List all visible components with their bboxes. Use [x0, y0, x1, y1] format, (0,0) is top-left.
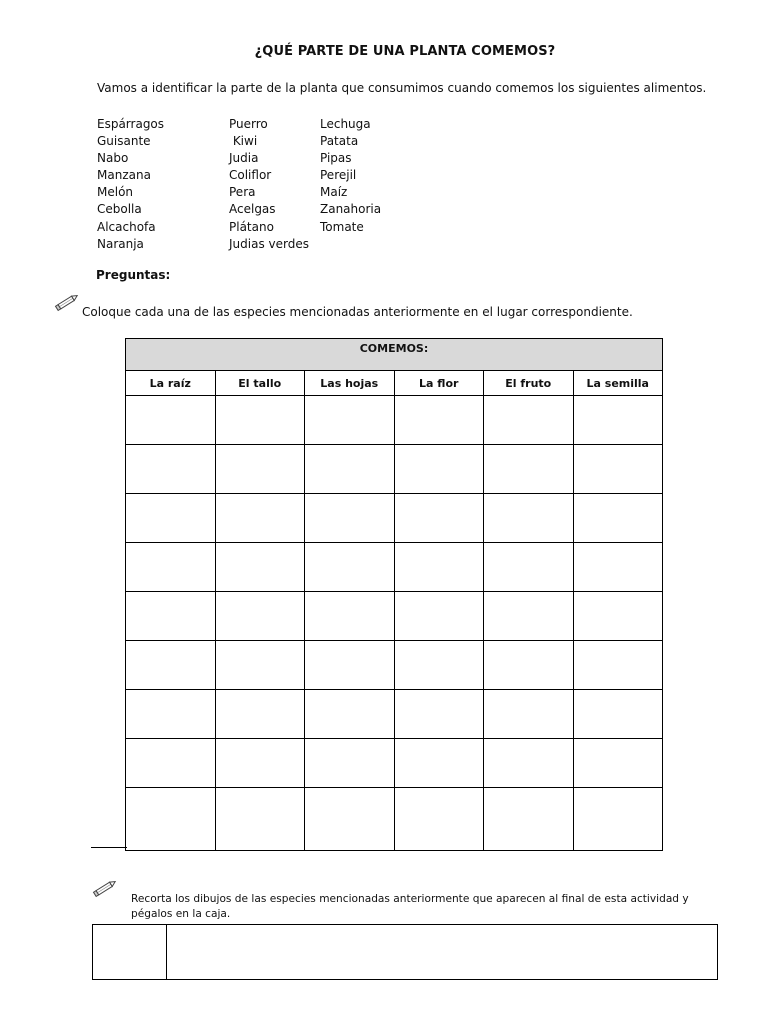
page-title: ¿QUÉ PARTE DE UNA PLANTA COMEMOS? — [254, 44, 556, 59]
answer-cell[interactable] — [215, 494, 305, 543]
food-column-1 — [97, 116, 164, 253]
food-item: Espárragos — [97, 117, 165, 131]
paste-box — [92, 924, 718, 980]
food-item: Guisante — [97, 134, 151, 149]
food-item: Coliflor — [229, 168, 272, 183]
answer-cell[interactable] — [484, 788, 574, 851]
food-item: Plátano — [229, 219, 274, 234]
answer-cell[interactable] — [573, 494, 663, 543]
answer-cell[interactable] — [484, 445, 574, 494]
answer-cell[interactable] — [484, 396, 574, 445]
answer-cell[interactable] — [484, 592, 574, 641]
answer-cell[interactable] — [484, 494, 574, 543]
answer-cell[interactable] — [573, 396, 663, 445]
answer-cell[interactable] — [305, 445, 395, 494]
column-header-leaves: Las hojas — [305, 371, 395, 396]
instruction-place-species: Coloque cada una de las especies mencionadas anteriormente en el lugar correspondiente. — [82, 305, 633, 319]
food-item: Manzana — [97, 168, 151, 183]
answer-cell[interactable] — [394, 494, 484, 543]
intro-text: Vamos a identificar la parte de la planta que consumimos cuando comemos los siguientes alimentos. — [97, 81, 707, 95]
answer-cell[interactable] — [215, 739, 305, 788]
answer-cell[interactable] — [394, 396, 484, 445]
answer-cell[interactable] — [126, 788, 216, 851]
answer-cell[interactable] — [305, 641, 395, 690]
answer-cell[interactable] — [215, 592, 305, 641]
column-header-fruit: El fruto — [484, 371, 574, 396]
answer-cell[interactable] — [126, 641, 216, 690]
answer-cell[interactable] — [484, 739, 574, 788]
classification-table — [125, 338, 663, 851]
pencil-icon — [92, 877, 118, 899]
answer-cell[interactable] — [484, 543, 574, 592]
answer-cell[interactable] — [573, 445, 663, 494]
answer-cell[interactable] — [394, 641, 484, 690]
food-item: Patata — [320, 134, 359, 149]
table-row — [126, 739, 663, 788]
food-item: Naranja — [97, 236, 144, 251]
food-item: Nabo — [97, 151, 129, 166]
answer-cell[interactable] — [215, 788, 305, 851]
answer-cell[interactable] — [126, 739, 216, 788]
answer-cell[interactable] — [126, 396, 216, 445]
answer-cell[interactable] — [305, 690, 395, 739]
food-item: Puerro — [229, 117, 268, 131]
answer-cell[interactable] — [394, 543, 484, 592]
answer-cell[interactable] — [215, 543, 305, 592]
answer-cell[interactable] — [573, 543, 663, 592]
answer-cell[interactable] — [126, 592, 216, 641]
answer-cell[interactable] — [305, 494, 395, 543]
instruction-cut-paste: Recorta los dibujos de las especies mencionadas anteriormente que aparecen al final de esta actividad y pégalos en la caja. — [131, 893, 689, 920]
table-row — [126, 445, 663, 494]
food-item: Zanahoria — [320, 202, 382, 217]
answer-cell[interactable] — [215, 641, 305, 690]
food-item: Judias verdes — [229, 236, 309, 251]
answer-cell[interactable] — [484, 641, 574, 690]
table-body — [126, 396, 663, 851]
divider — [91, 847, 127, 848]
answer-cell[interactable] — [305, 592, 395, 641]
food-item: Perejil — [320, 168, 357, 183]
table-row — [126, 788, 663, 851]
answer-cell[interactable] — [305, 396, 395, 445]
answer-cell[interactable] — [394, 690, 484, 739]
answer-cell[interactable] — [126, 494, 216, 543]
column-header-seed: La semilla — [573, 371, 663, 396]
table-row — [126, 592, 663, 641]
answer-cell[interactable] — [573, 690, 663, 739]
answer-cell[interactable] — [394, 788, 484, 851]
answer-cell[interactable] — [215, 396, 305, 445]
food-item: Melón — [97, 185, 134, 200]
pencil-icon — [54, 291, 80, 313]
table-row — [126, 396, 663, 445]
table-row — [126, 641, 663, 690]
food-column-2 — [229, 116, 309, 253]
answer-cell[interactable] — [305, 543, 395, 592]
food-item: Lechuga — [320, 117, 371, 131]
table-row — [126, 543, 663, 592]
paste-box-right-cell — [167, 925, 717, 979]
answer-cell[interactable] — [215, 445, 305, 494]
answer-cell[interactable] — [126, 543, 216, 592]
food-item: Kiwi — [229, 134, 258, 149]
table-row — [126, 494, 663, 543]
food-item: Maíz — [320, 185, 348, 200]
answer-cell[interactable] — [394, 445, 484, 494]
food-item: Cebolla — [97, 202, 142, 217]
column-header-root: La raíz — [126, 371, 216, 396]
column-header-stem: El tallo — [215, 371, 305, 396]
answer-cell[interactable] — [305, 788, 395, 851]
answer-cell[interactable] — [573, 592, 663, 641]
table-header: COMEMOS: — [126, 339, 663, 371]
column-header-flower: La flor — [394, 371, 484, 396]
food-column-3 — [320, 116, 381, 236]
questions-label: Preguntas: — [96, 268, 171, 282]
answer-cell[interactable] — [126, 690, 216, 739]
paste-box-left-cell — [93, 925, 167, 979]
answer-cell[interactable] — [573, 788, 663, 851]
answer-cell[interactable] — [573, 739, 663, 788]
answer-cell[interactable] — [394, 592, 484, 641]
food-item: Tomate — [320, 219, 364, 234]
food-item: Acelgas — [229, 202, 276, 217]
food-item: Pipas — [320, 151, 352, 166]
food-item: Pera — [229, 185, 256, 200]
answer-cell[interactable] — [215, 690, 305, 739]
food-item: Judia — [229, 151, 259, 166]
answer-cell[interactable] — [305, 739, 395, 788]
answer-cell[interactable] — [484, 690, 574, 739]
answer-cell[interactable] — [573, 641, 663, 690]
answer-cell[interactable] — [126, 445, 216, 494]
table-row — [126, 690, 663, 739]
food-item: Alcachofa — [97, 219, 156, 234]
answer-cell[interactable] — [394, 739, 484, 788]
